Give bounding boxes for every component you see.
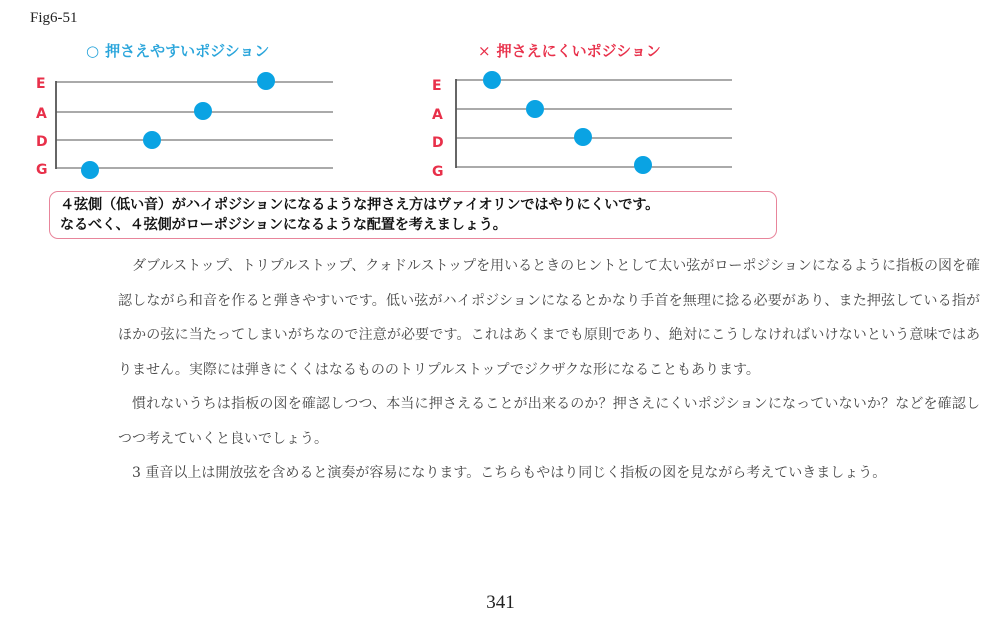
caption-note-box bbox=[49, 191, 777, 239]
good-position-fingerboard bbox=[30, 70, 340, 180]
string-label-a: A bbox=[36, 106, 47, 122]
string-label-e: E bbox=[432, 78, 442, 94]
figure-label: Fig6-51 bbox=[30, 10, 78, 26]
cross-mark-icon: × bbox=[478, 42, 491, 60]
string-label-e: E bbox=[36, 76, 46, 92]
finger-dot-e bbox=[483, 71, 501, 89]
body-paragraph-1: ダブルストップ、トリプルストップ、クォドルストップを用いるときのヒントとして太い弦がローポジションになるように指板の図を確認しながら和音を作ると弾きやすいです。低い弦がハイポジションになるとかなり手首を無理に捻る必要があり、また押弦している指がほかの弦に当たってしまいがちなので注意が必要です。これはあくまでも原則であり、絶対にこうしなければいけないという意味ではありません。実際には弾きにくくはなるもののトリプルストップでジクザクな形になることもあります。 bbox=[118, 258, 980, 378]
finger-dot-g bbox=[81, 161, 99, 179]
good-position-title-text: 押さえやすいポジション bbox=[105, 42, 270, 60]
circle-mark-icon: ○ bbox=[86, 42, 100, 60]
string-label-d: D bbox=[36, 134, 48, 150]
good-position-title bbox=[86, 40, 269, 61]
string-label-g: G bbox=[432, 164, 444, 180]
caption-note-line-1: ４弦側（低い音）がハイポジションになるような押さえ方はヴァイオリンではやりにくいです。 bbox=[60, 197, 660, 213]
string-label-d: D bbox=[432, 135, 444, 151]
body-paragraph-3: 3 重音以上は開放弦を含めると演奏が容易になります。こちらもやはり同じく指板の図を見ながら考えていきましょう。 bbox=[132, 465, 887, 481]
body-text bbox=[118, 249, 980, 491]
finger-dot-e bbox=[257, 72, 275, 90]
caption-note-line-2: なるべく、４弦側がローポジションになるような配置を考えましょう。 bbox=[60, 217, 507, 233]
bad-position-fingerboard bbox=[428, 70, 738, 180]
bad-position-title-text: 押さえにくいポジション bbox=[496, 42, 661, 60]
body-paragraph-2: 慣れないうちは指板の図を確認しつつ、本当に押さえることが出来るのか？押さえにくいポジションになっていないか？などを確認しつつ考えていくと良いでしょう。 bbox=[118, 396, 980, 447]
string-label-a: A bbox=[432, 107, 443, 123]
string-label-g: G bbox=[36, 162, 48, 178]
finger-dot-d bbox=[143, 131, 161, 149]
finger-dot-g bbox=[634, 156, 652, 174]
bad-position-title bbox=[478, 40, 661, 61]
page-number: 341 bbox=[486, 592, 515, 613]
finger-dot-a bbox=[526, 100, 544, 118]
finger-dot-d bbox=[574, 128, 592, 146]
finger-dot-a bbox=[194, 102, 212, 120]
